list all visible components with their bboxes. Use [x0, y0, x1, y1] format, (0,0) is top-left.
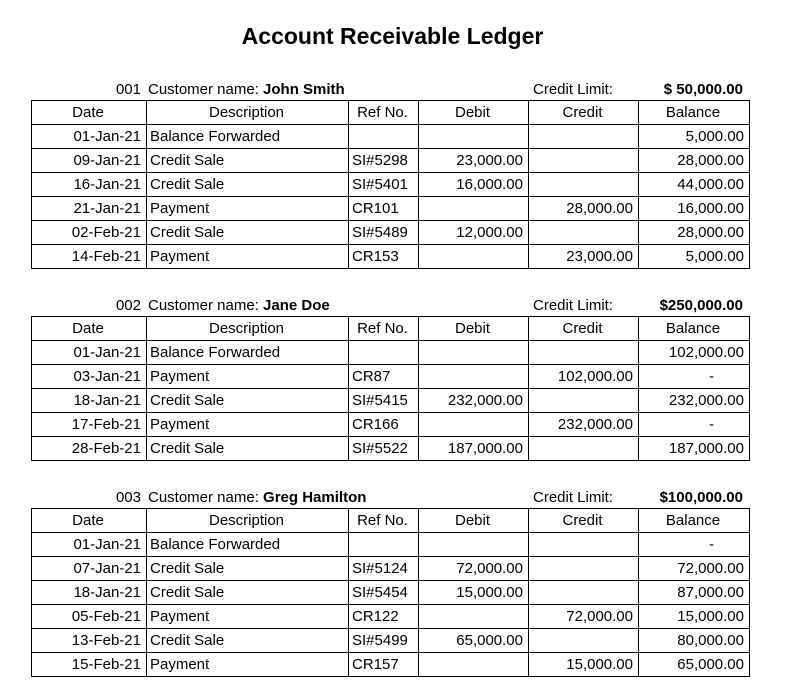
cell-debit: [419, 533, 529, 557]
col-header-ref: Ref No.: [349, 317, 419, 341]
cell-ref: SI#5415: [349, 389, 419, 413]
cell-debit: [419, 605, 529, 629]
table-row: [32, 197, 750, 221]
col-header-debit: Debit: [419, 101, 529, 125]
cell-balance: 65,000.00: [639, 653, 750, 677]
table-row: [32, 437, 750, 461]
cell-description: Credit Sale: [147, 437, 349, 461]
cell-date: 18-Jan-21: [32, 389, 147, 413]
cell-credit: 28,000.00: [529, 197, 639, 221]
cell-debit: [419, 341, 529, 365]
table-row: [32, 149, 750, 173]
table-row: [32, 653, 750, 677]
col-header-credit: Credit: [529, 317, 639, 341]
cell-balance: 232,000.00: [639, 389, 750, 413]
cell-description: Credit Sale: [147, 149, 349, 173]
cell-description: Credit Sale: [147, 173, 349, 197]
cell-description: Payment: [147, 245, 349, 269]
credit-limit-value: $ 50,000.00: [663, 81, 743, 98]
cell-ref: SI#5401: [349, 173, 419, 197]
col-header-balance: Balance: [639, 317, 750, 341]
cell-credit: [529, 341, 639, 365]
col-header-date: Date: [32, 101, 147, 125]
cell-ref: SI#5454: [349, 581, 419, 605]
col-header-date: Date: [32, 317, 147, 341]
cell-credit: [529, 149, 639, 173]
credit-limit-label: Credit Limit:: [533, 81, 614, 98]
cell-ref: SI#5489: [349, 221, 419, 245]
col-header-debit: Debit: [419, 317, 529, 341]
cell-description: Credit Sale: [147, 557, 349, 581]
col-header-description: Description: [147, 101, 349, 125]
customer-header: [31, 79, 749, 100]
cell-credit: [529, 533, 639, 557]
customer-ledger-003: [31, 487, 749, 677]
table-row: [32, 581, 750, 605]
cell-date: 14-Feb-21: [32, 245, 147, 269]
cell-debit: [419, 365, 529, 389]
customer-name-label: Customer name:: [148, 297, 259, 314]
ledger-table: [31, 100, 750, 269]
cell-balance: 80,000.00: [639, 629, 750, 653]
credit-limit-label: Credit Limit:: [533, 297, 614, 314]
cell-debit: 187,000.00: [419, 437, 529, 461]
cell-date: 01-Jan-21: [32, 125, 147, 149]
cell-ref: SI#5522: [349, 437, 419, 461]
col-header-description: Description: [147, 317, 349, 341]
credit-limit-label: Credit Limit:: [533, 489, 614, 506]
col-header-credit: Credit: [529, 101, 639, 125]
table-row: [32, 413, 750, 437]
cell-ref: SI#5499: [349, 629, 419, 653]
col-header-credit: Credit: [529, 509, 639, 533]
cell-ref: SI#5124: [349, 557, 419, 581]
credit-limit-value: $250,000.00: [659, 297, 743, 314]
col-header-ref: Ref No.: [349, 509, 419, 533]
ledger-table: [31, 508, 750, 677]
cell-ref: CR157: [349, 653, 419, 677]
cell-date: 01-Jan-21: [32, 533, 147, 557]
cell-description: Payment: [147, 605, 349, 629]
customer-id: 001: [115, 81, 141, 98]
cell-credit: [529, 557, 639, 581]
table-header-row: [32, 317, 750, 341]
table-row: [32, 605, 750, 629]
ledger-table: [31, 316, 750, 461]
cell-ref: CR153: [349, 245, 419, 269]
cell-credit: 15,000.00: [529, 653, 639, 677]
credit-limit-value: $100,000.00: [659, 489, 743, 506]
cell-debit: 232,000.00: [419, 389, 529, 413]
cell-date: 17-Feb-21: [32, 413, 147, 437]
cell-debit: [419, 125, 529, 149]
customer-id: 002: [115, 297, 141, 314]
cell-balance: -: [639, 365, 750, 389]
cell-date: 03-Jan-21: [32, 365, 147, 389]
cell-date: 05-Feb-21: [32, 605, 147, 629]
table-row: [32, 221, 750, 245]
cell-balance: 72,000.00: [639, 557, 750, 581]
cell-ref: [349, 533, 419, 557]
cell-ref: SI#5298: [349, 149, 419, 173]
col-header-debit: Debit: [419, 509, 529, 533]
cell-description: Payment: [147, 197, 349, 221]
cell-debit: 72,000.00: [419, 557, 529, 581]
cell-credit: 23,000.00: [529, 245, 639, 269]
cell-balance: 5,000.00: [639, 245, 750, 269]
cell-description: Credit Sale: [147, 581, 349, 605]
cell-description: Balance Forwarded: [147, 341, 349, 365]
customer-name: John Smith: [263, 81, 345, 98]
table-row: [32, 125, 750, 149]
table-row: [32, 245, 750, 269]
cell-debit: [419, 245, 529, 269]
customer-id: 003: [115, 489, 141, 506]
cell-debit: 15,000.00: [419, 581, 529, 605]
cell-credit: [529, 581, 639, 605]
cell-date: 01-Jan-21: [32, 341, 147, 365]
cell-balance: 44,000.00: [639, 173, 750, 197]
cell-description: Payment: [147, 365, 349, 389]
cell-debit: 65,000.00: [419, 629, 529, 653]
customer-name-field: [148, 487, 366, 508]
cell-date: 13-Feb-21: [32, 629, 147, 653]
cell-date: 02-Feb-21: [32, 221, 147, 245]
page-title: Account Receivable Ledger: [241, 23, 544, 49]
cell-credit: [529, 125, 639, 149]
customer-ledger-001: [31, 79, 749, 269]
table-row: [32, 533, 750, 557]
table-row: [32, 389, 750, 413]
cell-balance: 102,000.00: [639, 341, 750, 365]
cell-credit: 72,000.00: [529, 605, 639, 629]
cell-balance: 187,000.00: [639, 437, 750, 461]
cell-balance: 5,000.00: [639, 125, 750, 149]
cell-description: Credit Sale: [147, 629, 349, 653]
customer-header: [31, 295, 749, 316]
cell-description: Payment: [147, 413, 349, 437]
cell-credit: [529, 221, 639, 245]
col-header-ref: Ref No.: [349, 101, 419, 125]
cell-debit: [419, 197, 529, 221]
customer-name-field: [148, 295, 330, 316]
cell-date: 18-Jan-21: [32, 581, 147, 605]
cell-description: Payment: [147, 653, 349, 677]
cell-date: 15-Feb-21: [32, 653, 147, 677]
customer-name-label: Customer name:: [148, 489, 259, 506]
table-row: [32, 365, 750, 389]
cell-date: 21-Jan-21: [32, 197, 147, 221]
table-header-row: [32, 101, 750, 125]
cell-date: 16-Jan-21: [32, 173, 147, 197]
cell-credit: 232,000.00: [529, 413, 639, 437]
col-header-balance: Balance: [639, 101, 750, 125]
col-header-balance: Balance: [639, 509, 750, 533]
customer-name-label: Customer name:: [148, 81, 259, 98]
cell-ref: CR166: [349, 413, 419, 437]
table-row: [32, 629, 750, 653]
cell-date: 09-Jan-21: [32, 149, 147, 173]
cell-description: Balance Forwarded: [147, 533, 349, 557]
cell-credit: [529, 389, 639, 413]
cell-credit: [529, 173, 639, 197]
table-header-row: [32, 509, 750, 533]
customer-name-field: [148, 79, 345, 100]
cell-ref: CR87: [349, 365, 419, 389]
cell-balance: -: [639, 413, 750, 437]
cell-balance: 87,000.00: [639, 581, 750, 605]
cell-ref: CR101: [349, 197, 419, 221]
cell-debit: 12,000.00: [419, 221, 529, 245]
cell-credit: [529, 629, 639, 653]
customer-header: [31, 487, 749, 508]
cell-debit: [419, 413, 529, 437]
cell-balance: 28,000.00: [639, 221, 750, 245]
customer-ledger-002: [31, 295, 749, 461]
col-header-date: Date: [32, 509, 147, 533]
cell-ref: CR122: [349, 605, 419, 629]
customer-name: Jane Doe: [263, 297, 330, 314]
cell-ref: [349, 125, 419, 149]
cell-balance: -: [639, 533, 750, 557]
cell-credit: [529, 437, 639, 461]
cell-description: Balance Forwarded: [147, 125, 349, 149]
table-row: [32, 173, 750, 197]
cell-credit: 102,000.00: [529, 365, 639, 389]
cell-description: Credit Sale: [147, 221, 349, 245]
col-header-description: Description: [147, 509, 349, 533]
cell-date: 07-Jan-21: [32, 557, 147, 581]
cell-debit: 16,000.00: [419, 173, 529, 197]
cell-date: 28-Feb-21: [32, 437, 147, 461]
cell-debit: [419, 653, 529, 677]
table-row: [32, 557, 750, 581]
cell-balance: 28,000.00: [639, 149, 750, 173]
customer-name: Greg Hamilton: [263, 489, 367, 506]
cell-debit: 23,000.00: [419, 149, 529, 173]
cell-description: Credit Sale: [147, 389, 349, 413]
cell-balance: 15,000.00: [639, 605, 750, 629]
cell-balance: 16,000.00: [639, 197, 750, 221]
cell-ref: [349, 341, 419, 365]
table-row: [32, 341, 750, 365]
